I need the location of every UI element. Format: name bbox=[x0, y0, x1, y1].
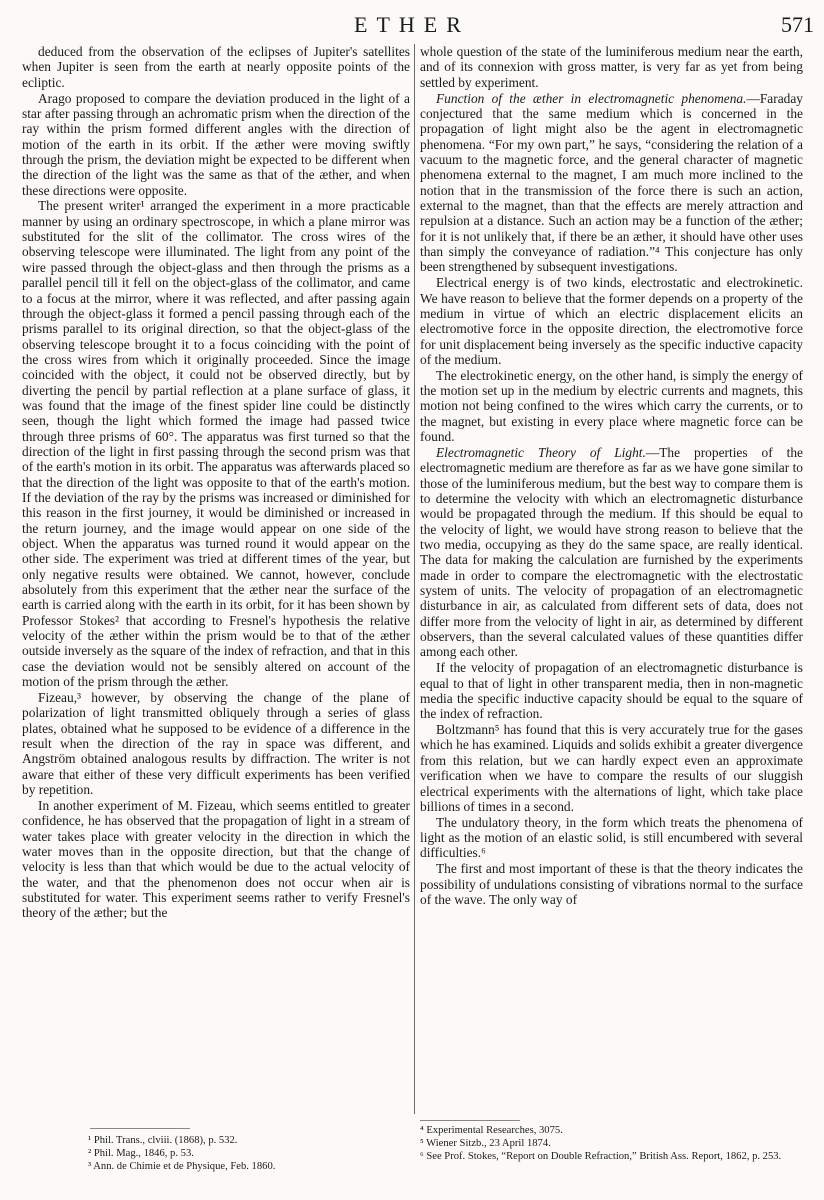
footnote-text: Ann. de Chimie et de Physique, Feb. 1860. bbox=[91, 1161, 276, 1172]
paragraph bbox=[420, 660, 803, 721]
footnote bbox=[420, 1124, 803, 1137]
right-column bbox=[420, 44, 803, 908]
column-divider bbox=[414, 44, 415, 1114]
paragraph bbox=[22, 690, 410, 797]
footnotes-left bbox=[88, 1134, 406, 1173]
paragraph-text: If the velocity of propagation of an electromagnetic disturbance is equal to that of light in other transparent media, then in non-magnetic media the specific inductive capacity should be equal to the square of the index of refraction. bbox=[420, 660, 803, 722]
paragraph bbox=[420, 91, 803, 275]
footnote bbox=[88, 1147, 406, 1160]
left-column bbox=[22, 44, 410, 921]
paragraph-text: Fizeau,³ however, by observing the change of the plane of polarization of light transmitted obliquely through a series of glass plates, obtained what he supposed to be evidence of a difference in the result when the direction of the ray in space was different, and Angström obtained analogous results by diffraction. The writer is not aware that either of these very difficult experiments has been verified by repetition. bbox=[22, 689, 410, 797]
paragraph-text: —The properties of the electromagnetic medium are therefore as far as we have gone similar to those of the luminiferous medium, but the best way to compare them is to determine the velocity with which an electromagnetic disturbance would be propagated through the medium. If this should be equal to the velocity of light, we would have strong reason to believe that the two media, occupying as they do the same space, are really identical. The data for making the calculation are furnished by the experiments made in order to compare the electromagnetic with the electrostatic system of units. The velocity of propagation of an electromagnetic disturbance in air, as calculated from different sets of data, does not differ more from the velocity of light in air, as determined by different observers, than the several calculated values of these quantities differ among each other. bbox=[420, 444, 803, 660]
paragraph bbox=[22, 798, 410, 921]
footnote-text: Experimental Researches, 3075. bbox=[423, 1125, 563, 1136]
paragraph-text: The electrokinetic energy, on the other hand, is simply the energy of the motion set up in the medium by electric currents and magnets, this motion not being confined to the wires which carry the currents, or to the magnet, but existing in every place where magnetic force can be found. bbox=[420, 367, 803, 445]
paragraph-text: The undulatory theory, in the form which treats the phenomena of light as the motion of an elastic solid, is still encumbered with several difficulties.⁶ bbox=[420, 814, 803, 861]
page-number: 571 bbox=[781, 12, 814, 37]
paragraph bbox=[420, 445, 803, 660]
footnote-mark: ⁶ bbox=[420, 1151, 424, 1162]
section-heading: Electromagnetic Theory of Light. bbox=[436, 444, 646, 460]
footnote bbox=[88, 1134, 406, 1147]
footnote-text: Phil. Mag., 1846, p. 53. bbox=[91, 1148, 194, 1159]
paragraph bbox=[420, 861, 803, 907]
paragraph-text: In another experiment of M. Fizeau, which seems entitled to greater confidence, he has observed that the propagation of light in a stream of water takes place with greater velocity in the direction in which the water moves than in the opposite direction, but that the change of velocity is less than that which would be due to the actual velocity of the water, and that the phenomenon does not occur when air is substituted for water. This experiment seems rather to verify Fresnel's theory of the æther; but the bbox=[22, 797, 410, 921]
footnote-mark: ⁴ bbox=[420, 1125, 424, 1136]
paragraph bbox=[420, 275, 803, 367]
footnote-mark: ² bbox=[88, 1148, 92, 1159]
paragraph-text: Boltzmann⁵ has found that this is very accurately true for the gases which he has examined. Liquids and solids exhibit a greater divergence from this relation, but we can hardly expect even an approximate verification when we have to compare the results of our sluggish electrical experiments with the alternations of light, which take place billions of times in a second. bbox=[420, 722, 803, 814]
paragraph-text: —Faraday conjectured that the same medium which is concerned in the propagation of light might also be the agent in electromagnetic phenomena. “For my own part,” he says, “considering the relation of a vacuum to the magnetic force, and the general character of magnetic phenomena external to the magnet, I am much more inclined to the notion that in the transmission of the force there is such an action, external to the magnet, than that the effects are merely attraction and repulsion at a distance. Such an action may be a function of the æther; for it is not unlikely that, if there be an æther, it should have other uses than simply the conveyance of radiation.”⁴ This conjecture has only been strengthened by subsequent investigations. bbox=[420, 90, 803, 275]
page-header bbox=[0, 12, 824, 42]
footnote-mark: ³ bbox=[88, 1161, 92, 1172]
paragraph-text: whole question of the state of the luminiferous medium near the earth, and of its connexion with gross matter, is very far as yet from being settled by experiment. bbox=[420, 44, 803, 90]
paragraph bbox=[420, 722, 803, 814]
footnote-mark: ¹ bbox=[88, 1135, 92, 1146]
paragraph-text: Electrical energy is of two kinds, electrostatic and electrokinetic. We have reason to believe that the former depends on a property of the medium in virtue of which an electric displacement elicits an electromotive force in the opposite direction, the electromotive force for unit displacement being inversely as the specific inductive capacity of the medium. bbox=[420, 275, 803, 367]
paragraph-text: The first and most important of these is that the theory indicates the possibility of undulations consisting of vibrations normal to the surface of the wave. The only way of bbox=[420, 861, 803, 907]
footnote-text: Phil. Trans., clviii. (1868), p. 532. bbox=[91, 1135, 238, 1146]
footnote-text: See Prof. Stokes, “Report on Double Refraction,” British Ass. Report, 1862, p. 253. bbox=[423, 1151, 782, 1162]
paragraph bbox=[22, 198, 410, 689]
footnotes-right bbox=[420, 1124, 803, 1163]
paragraph bbox=[22, 91, 410, 198]
footnote bbox=[420, 1150, 803, 1163]
footnote-rule-left bbox=[90, 1128, 190, 1129]
footnote bbox=[420, 1137, 803, 1150]
paragraph bbox=[420, 44, 803, 90]
footnote-rule-right bbox=[420, 1120, 520, 1121]
running-head: ETHER bbox=[354, 12, 470, 37]
paragraph-text: Arago proposed to compare the deviation produced in the light of a star after passing through an achromatic prism when the direction of the ray within the prism formed different angles with the direction of motion of the earth in its orbit. If the æther were moving swiftly through the prism, the deviation might be expected to be different when the direction of the light was the same as that of the æther, and when these directions were opposite. bbox=[22, 90, 410, 198]
section-heading: Function of the æther in electromagnetic phenomena. bbox=[436, 90, 747, 106]
paragraph bbox=[420, 368, 803, 445]
paragraph bbox=[420, 815, 803, 861]
footnote bbox=[88, 1160, 406, 1173]
footnote-text: Wiener Sitzb., 23 April 1874. bbox=[423, 1138, 551, 1149]
paragraph-text: deduced from the observation of the eclipses of Jupiter's satellites when Jupiter is seen from the earth at nearly opposite points of the ecliptic. bbox=[22, 44, 410, 90]
footnote-mark: ⁵ bbox=[420, 1138, 424, 1149]
paragraph bbox=[22, 44, 410, 90]
paragraph-text: The present writer¹ arranged the experiment in a more practicable manner by using an ordinary spectroscope, in which a plane mirror was substituted for the slit of the collimator. The cross wires of the observing telescope were illuminated. The light from any point of the wire passed through the object-glass and then through the prisms as a parallel pencil till it fell on the object-glass of the collimator, and came to a focus at the mirror, where it was reflected, and after passing again through the object-glass it formed a pencil passing through each of the prisms parallel to its original direction, so that the object-glass of the observing telescope brought it to a focus coinciding with the point of the cross wires from which it originally proceeded. Since the image coincided with the object, it could not be observed directly, but by diverting the pencil by partial reflection at a plane surface of glass, it was found that the image of the finest spider line could be distinctly seen, though the light which formed the image had passed twice through three prisms of 60°. The apparatus was first turned so that the direction of the light in first passing through the second prism was that of the earth's motion in its orbit. The apparatus was afterwards placed so that the direction of the light was opposite to that of the earth's motion. If the deviation of the ray by the prisms was increased or diminished for this reason in the first journey, it would be diminished or increased in the return journey, and the image would appear on one side of the object. When the apparatus was turned round it would appear on the other side. The experiment was tried at different times of the year, but only negative results were obtained. We cannot, however, conclude absolutely from this experiment that the æther near the surface of the earth is carried along with the earth in its orbit, for it has been shown by Professor Stokes² that according to Fresnel's hypothesis the relative velocity of the æther within the prism would be to that of the æther outside inversely as the square of the index of refraction, and that in this case the deviation would not be sensibly altered on account of the motion of the prism through the æther. bbox=[22, 198, 410, 690]
